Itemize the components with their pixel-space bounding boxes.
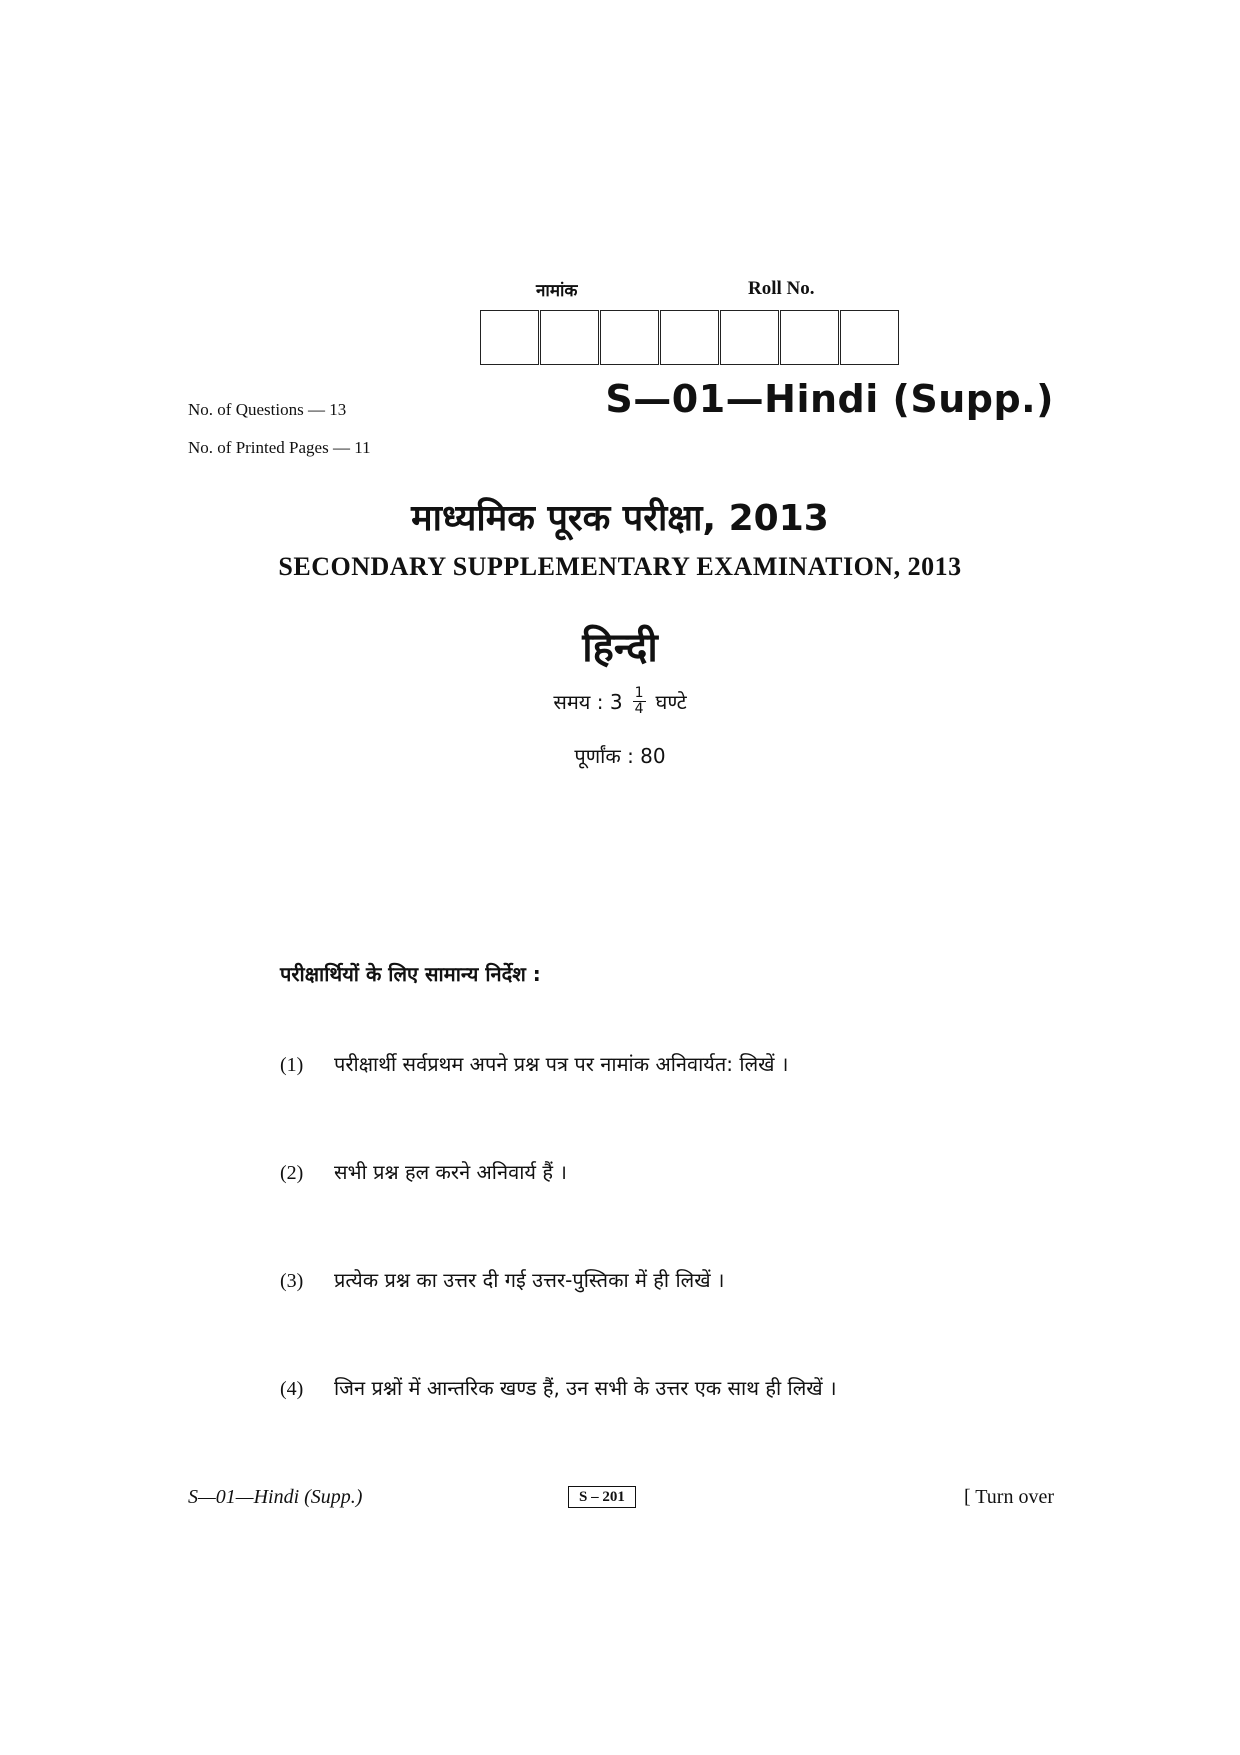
- instruction-number: (3): [280, 1270, 304, 1292]
- roll-number-boxes: [480, 310, 900, 365]
- instruction-text: परीक्षार्थी सर्वप्रथम अपने प्रश्न पत्र पर नामांक अनिवार्यत: लिखें ।: [334, 1052, 789, 1076]
- duration-unit: घण्टे: [655, 690, 687, 714]
- instruction-text: जिन प्रश्नों में आन्तरिक खण्ड हैं, उन सभी के उत्तर एक साथ ही लिखें ।: [334, 1376, 837, 1400]
- instruction-text: प्रत्येक प्रश्न का उत्तर दी गई उत्तर-पुस्तिका में ही लिखें ।: [334, 1268, 725, 1292]
- footer-page-code: S – 201: [568, 1486, 636, 1508]
- fraction-denominator: 4: [634, 701, 644, 717]
- roll-number-box: [840, 310, 899, 365]
- instruction-item: [280, 1050, 1100, 1077]
- footer-paper-code: S—01—Hindi (Supp.): [188, 1486, 363, 1508]
- roll-number-box: [780, 310, 839, 365]
- instruction-number: (4): [280, 1378, 304, 1400]
- number-of-questions: No. of Questions — 13: [188, 400, 347, 419]
- duration-fraction: [633, 686, 646, 717]
- number-of-printed-pages: No. of Printed Pages — 11: [188, 438, 371, 457]
- instruction-item: [280, 1374, 1100, 1401]
- exam-title-hindi: माध्यमिक पूरक परीक्षा, 2013: [411, 498, 829, 539]
- roll-number-labels: [480, 278, 900, 304]
- instruction-item: [280, 1158, 1100, 1185]
- instructions-heading: परीक्षार्थियों के लिए सामान्य निर्देश :: [280, 962, 541, 986]
- roll-number-box: [540, 310, 599, 365]
- paper-code: S—01—Hindi (Supp.): [605, 377, 1054, 421]
- subject-title: हिन्दी: [582, 625, 658, 671]
- roll-number-box: [600, 310, 659, 365]
- duration-label: समय : 3: [553, 690, 623, 714]
- roll-label-hindi: नामांक: [536, 281, 578, 301]
- instruction-number: (1): [280, 1054, 304, 1076]
- roll-label-english: Roll No.: [748, 278, 815, 299]
- fraction-numerator: 1: [634, 685, 644, 701]
- instruction-text: सभी प्रश्न हल करने अनिवार्य हैं ।: [334, 1160, 567, 1184]
- maximum-marks: पूर्णांक : 80: [574, 744, 666, 768]
- exam-duration: [0, 686, 1240, 717]
- turn-over-note: [ Turn over: [963, 1486, 1054, 1508]
- exam-title-english: SECONDARY SUPPLEMENTARY EXAMINATION, 2013: [278, 552, 962, 581]
- roll-number-box: [720, 310, 779, 365]
- roll-number-box: [660, 310, 719, 365]
- roll-number-box: [480, 310, 539, 365]
- instruction-number: (2): [280, 1162, 304, 1184]
- instruction-item: [280, 1266, 1100, 1293]
